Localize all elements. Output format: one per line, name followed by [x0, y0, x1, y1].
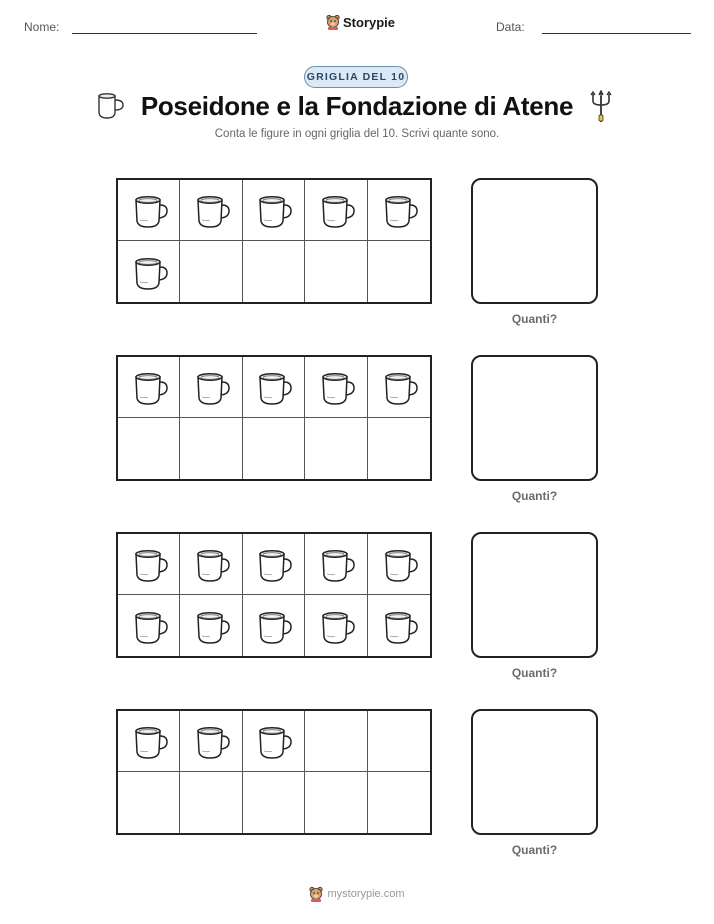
ten-frame-cell [243, 595, 305, 656]
ten-frame-cell [118, 418, 180, 479]
ten-frame-cell [243, 418, 305, 479]
ten-frame-cell [180, 418, 242, 479]
ten-frame-cell [368, 711, 430, 772]
ten-frame-cell [305, 595, 367, 656]
ten-frame-cell [118, 772, 180, 833]
ten-frame-cell [305, 180, 367, 241]
ten-frame-cell [368, 357, 430, 418]
ten-frame-cell [180, 772, 242, 833]
ten-frame-cell [118, 357, 180, 418]
ten-frame-cell [368, 772, 430, 833]
ten-frame-cell [180, 711, 242, 772]
mug-icon [191, 367, 231, 407]
mug-icon [129, 252, 169, 292]
mug-icon [316, 606, 356, 646]
ten-frame [116, 709, 432, 835]
page-title: Poseidone e la Fondazione di Atene [140, 91, 574, 121]
answer-box[interactable] [471, 178, 598, 304]
ten-frame-cell [305, 241, 367, 302]
ten-frame-cell [305, 772, 367, 833]
bear-icon [309, 886, 323, 902]
answer-box[interactable] [471, 532, 598, 658]
brand-name: Storypie [343, 14, 396, 30]
footer [0, 886, 714, 902]
mug-icon [253, 367, 293, 407]
mug-icon [129, 544, 169, 584]
ten-frame [116, 532, 432, 658]
mug-icon [316, 544, 356, 584]
worksheet-type-badge: GRIGLIA DEL 10 [304, 66, 408, 88]
name-label: Nome: [24, 20, 60, 34]
instructions: Conta le figure in ogni griglia del 10. Scrivi quante sono. [214, 128, 500, 140]
ten-frame-cell [180, 357, 242, 418]
answer-box[interactable] [471, 709, 598, 835]
ten-frame-cell [368, 418, 430, 479]
worksheet-header [0, 0, 714, 50]
ten-frame [116, 178, 432, 304]
mug-icon [129, 367, 169, 407]
mug-icon [379, 606, 419, 646]
ten-frame-cell [118, 534, 180, 595]
answer-label: Quanti? [511, 489, 558, 503]
brand-logo [326, 14, 395, 30]
ten-frame-cell [368, 180, 430, 241]
ten-frame-cell [243, 711, 305, 772]
mug-icon [379, 367, 419, 407]
mug-icon [379, 190, 419, 230]
ten-frame-cell [243, 180, 305, 241]
trident-icon [590, 90, 612, 124]
ten-frame-cell [305, 711, 367, 772]
ten-frame-cell [180, 180, 242, 241]
ten-frame-cell [180, 595, 242, 656]
ten-frame-cell [305, 418, 367, 479]
answer-box[interactable] [471, 355, 598, 481]
ten-frame-cell [243, 241, 305, 302]
mug-icon [191, 606, 231, 646]
mug-icon [129, 721, 169, 761]
ten-frame-cell [180, 534, 242, 595]
ten-frame-cell [243, 534, 305, 595]
mug-icon [379, 544, 419, 584]
ten-frame-cell [118, 595, 180, 656]
ten-frame-cell [368, 534, 430, 595]
mug-icon [129, 606, 169, 646]
answer-label: Quanti? [511, 843, 558, 857]
mug-icon [316, 367, 356, 407]
ten-frame-cell [118, 241, 180, 302]
bear-icon [326, 14, 340, 30]
ten-frame-cell [180, 241, 242, 302]
ten-frame-cell [118, 711, 180, 772]
footer-url: mystorypie.com [327, 888, 405, 900]
ten-frame [116, 355, 432, 481]
date-line[interactable] [542, 33, 691, 34]
ten-frame-cell [118, 180, 180, 241]
mug-icon [129, 190, 169, 230]
ten-frame-cell [305, 357, 367, 418]
ten-frame-cell [243, 357, 305, 418]
ten-frame-cell [368, 241, 430, 302]
mug-icon [191, 721, 231, 761]
mug-icon [253, 606, 293, 646]
ten-frame-cell [368, 595, 430, 656]
mug-icon [316, 190, 356, 230]
date-label: Data: [496, 20, 525, 34]
answer-label: Quanti? [511, 312, 558, 326]
ten-frame-cell [305, 534, 367, 595]
mug-icon [253, 190, 293, 230]
ten-frame-cell [243, 772, 305, 833]
mug-icon [253, 544, 293, 584]
mug-icon [253, 721, 293, 761]
mug-icon [191, 544, 231, 584]
name-line[interactable] [72, 33, 257, 34]
answer-label: Quanti? [511, 666, 558, 680]
mug-icon [191, 190, 231, 230]
